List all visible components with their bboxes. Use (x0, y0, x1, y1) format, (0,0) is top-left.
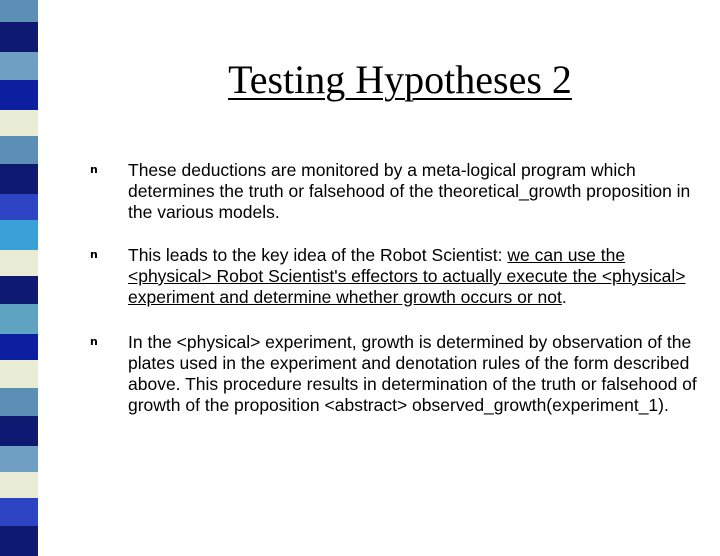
bullet-text-underlined: we can use the <physical> Robot Scientist's effectors to actually execute the <physical> experiment and determine whether growth occurs or not (128, 245, 686, 307)
strip-block (0, 220, 38, 250)
bullet-text: In the <physical> experiment, growth is determined by observation of the plates used in the experiment and denotation rules of the form described above. This procedure results in determination of the truth or falsehood of growth of the proposition <abstract> observed_growth(experiment_1). (128, 332, 697, 415)
bullet-text-plain: This leads to the key idea of the Robot Scientist: (128, 245, 508, 265)
strip-block (0, 334, 38, 360)
bullet-text (128, 245, 700, 308)
bullet-text-end: . (561, 287, 567, 307)
strip-block (0, 304, 38, 334)
bullet-marker-icon: n (90, 335, 98, 348)
strip-block (0, 360, 38, 388)
strip-block (0, 526, 38, 556)
strip-block (0, 498, 38, 526)
strip-block (0, 80, 38, 110)
strip-block (0, 136, 38, 164)
bullet-text: These deductions are monitored by a meta-logical program which determines the truth or falsehood of the theoretical_growth proposition in the various models. (128, 160, 691, 222)
decorative-side-strip (0, 0, 38, 540)
strip-block (0, 0, 38, 22)
bullet-marker-icon: n (90, 248, 98, 261)
strip-block (0, 22, 38, 52)
slide-title: Testing Hypotheses 2 (228, 57, 572, 102)
strip-block (0, 416, 38, 446)
bullet-item-1 (90, 160, 700, 223)
strip-block (0, 446, 38, 472)
strip-block (0, 472, 38, 498)
strip-block (0, 388, 38, 416)
strip-block (0, 250, 38, 276)
strip-block (0, 110, 38, 136)
strip-block (0, 276, 38, 304)
bullet-item-2 (90, 245, 700, 308)
strip-block (0, 164, 38, 194)
bullet-list (90, 160, 700, 442)
strip-block (0, 52, 38, 80)
bullet-item-3 (90, 332, 700, 416)
bullet-marker-icon: n (90, 163, 98, 176)
strip-block (0, 194, 38, 220)
